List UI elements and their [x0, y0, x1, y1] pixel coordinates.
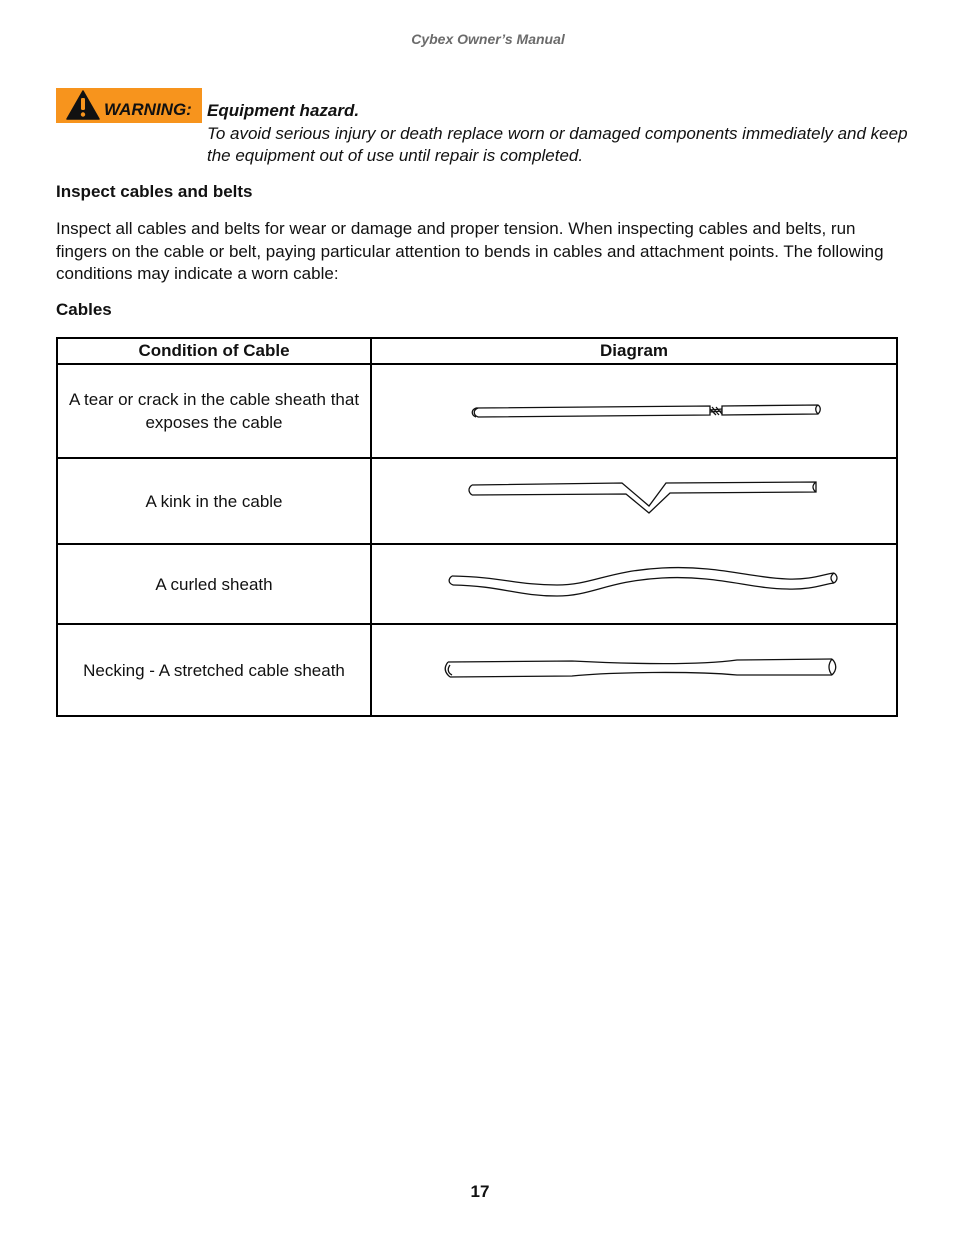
diagram-cell [371, 544, 897, 624]
cables-heading: Cables [56, 300, 112, 319]
condition-cell: Necking - A stretched cable sheath [57, 624, 371, 716]
kinked-cable-diagram [372, 459, 896, 543]
curled-sheath-diagram [372, 545, 896, 623]
table-row [57, 544, 897, 624]
warning-title: Equipment hazard. [207, 101, 360, 120]
warning-message [207, 100, 927, 168]
page-number: 17 [470, 1182, 490, 1201]
table-row [57, 458, 897, 544]
table-header-row [57, 338, 897, 364]
table-row [57, 364, 897, 458]
condition-cell: A curled sheath [57, 544, 371, 624]
cable-condition-table [56, 337, 898, 717]
section-heading: Inspect cables and belts [56, 182, 253, 201]
warning-body: To avoid serious injury or death replace worn or damaged components immediately and keep the equipment out of use until repair is completed. [207, 123, 908, 165]
table-row [57, 624, 897, 716]
section-paragraph: Inspect all cables and belts for wear or damage and proper tension. When inspecting cables and belts, run fingers on the cable or belt, paying particular attention to bends in cables and attachment points. The following conditions may indicate a worn cable: [56, 219, 884, 283]
warning-triangle-icon [66, 90, 100, 120]
column-header-condition: Condition of Cable [57, 338, 371, 364]
column-header-diagram: Diagram [371, 338, 897, 364]
condition-cell: A kink in the cable [57, 458, 371, 544]
torn-cable-sheath-diagram [372, 365, 896, 457]
manual-header: Cybex Owner’s Manual [411, 31, 565, 47]
warning-label: WARNING: [104, 100, 192, 119]
necked-cable-diagram [372, 625, 896, 715]
warning-badge [56, 88, 202, 123]
diagram-cell [371, 458, 897, 544]
condition-cell: A tear or crack in the cable sheath that exposes the cable [57, 364, 371, 458]
diagram-cell [371, 364, 897, 458]
diagram-cell [371, 624, 897, 716]
